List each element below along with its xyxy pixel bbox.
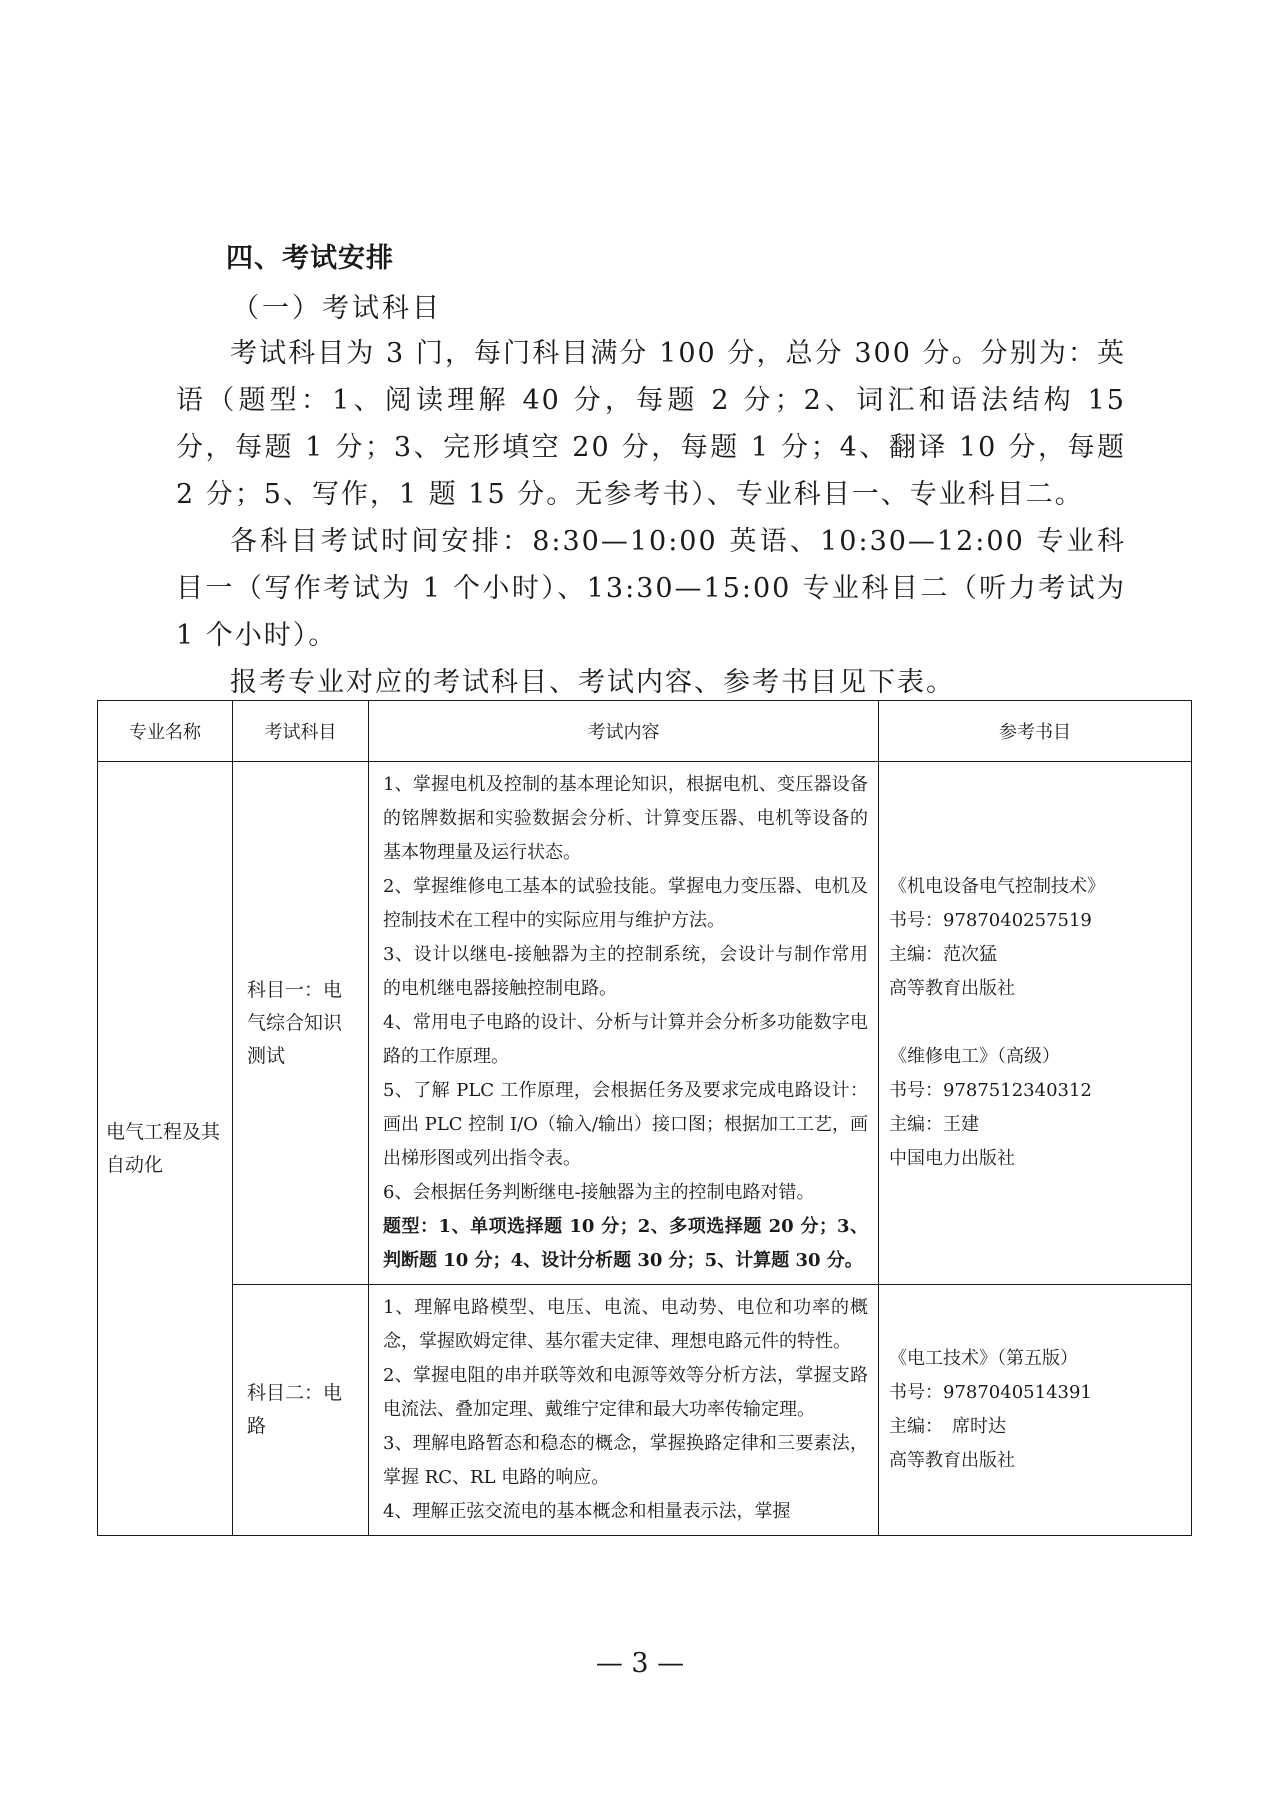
- book-isbn: 书号：9787040257519: [889, 910, 1092, 931]
- reference-book: [889, 870, 1181, 1006]
- book-title: 《维修电工》（高级）: [889, 1046, 1060, 1067]
- question-types: 题型：1、单项选择题 10 分；2、多项选择题 20 分；3、判断题 10 分；4、设计分析题 30 分；5、计算题 30 分。: [383, 1216, 868, 1271]
- content-item: 6、会根据任务判断继电-接触器为主的控制电路对错。: [383, 1182, 815, 1203]
- paragraph-table-intro: 报考专业对应的考试科目、考试内容、参考书目见下表。: [230, 667, 955, 698]
- book-spacer: [889, 1006, 1181, 1040]
- page-number: — 3 —: [595, 1648, 685, 1679]
- content-item: 4、理解正弦交流电的基本概念和相量表示法，掌握: [383, 1501, 791, 1522]
- book-isbn: 书号：9787512340312: [889, 1080, 1092, 1101]
- header-content: 考试内容: [369, 701, 879, 762]
- book-isbn: 书号：9787040514391: [889, 1382, 1092, 1403]
- content-item: 2、掌握电阻的串并联等效和电源等效等分析方法，掌握支路电流法、叠加定理、戴维宁定律和最大功率传输定理。: [383, 1365, 868, 1420]
- table-header-row: [98, 701, 1192, 762]
- subject-two-content: [369, 1285, 879, 1536]
- content-item: 3、理解电路暂态和稳态的概念，掌握换路定律和三要素法，掌握 RC、RL 电路的响应。: [383, 1433, 868, 1488]
- book-publisher: 中国电力出版社: [889, 1148, 1015, 1169]
- subsection-heading: （一）考试科目: [232, 293, 442, 324]
- book-editor: 主编： 席时达: [889, 1416, 1006, 1437]
- book-publisher: 高等教育出版社: [889, 978, 1015, 999]
- paragraph-schedule: 各科目考试时间安排：8:30—10:00 英语、10:30—12:00 专业科目一（写作考试为 1 个小时）、13:30—15:00 专业科目二（听力考试为 1 个小时）。: [176, 526, 1126, 651]
- content-item: 1、理解电路模型、电压、电流、电动势、电位和功率的概念，掌握欧姆定律、基尔霍夫定律、理想电路元件的特性。: [383, 1297, 868, 1352]
- reference-book: [889, 1342, 1181, 1478]
- book-editor: 主编：范次猛: [889, 944, 997, 965]
- header-subject: 考试科目: [233, 701, 369, 762]
- book-title: 《机电设备电气控制技术》: [889, 876, 1105, 897]
- subject-one-books: [879, 762, 1192, 1285]
- content-item: 1、掌握电机及控制的基本理论知识，根据电机、变压器设备的铭牌数据和实验数据会分析、计算变压器、电机等设备的基本物理量及运行状态。: [383, 774, 868, 863]
- body-paragraphs: [176, 330, 1126, 706]
- table-row: [98, 1285, 1192, 1536]
- book-title: 《电工技术》（第五版）: [889, 1348, 1078, 1369]
- reference-book: [889, 1040, 1181, 1176]
- subject-two: 科目二：电路: [233, 1285, 369, 1536]
- content-item: 2、掌握维修电工基本的试验技能。掌握电力变压器、电机及控制技术在工程中的实际应用与维护方法。: [383, 876, 868, 931]
- header-books: 参考书目: [879, 701, 1192, 762]
- book-editor: 主编：王建: [889, 1114, 979, 1135]
- section-heading: 四、考试安排: [226, 243, 394, 274]
- subject-one: 科目一：电气综合知识测试: [233, 762, 369, 1285]
- table-row: [98, 762, 1192, 1285]
- exam-subjects-table: [97, 700, 1192, 1536]
- subject-one-content: [369, 762, 879, 1285]
- book-publisher: 高等教育出版社: [889, 1450, 1015, 1471]
- subject-two-books: [879, 1285, 1192, 1536]
- content-item: 3、设计以继电-接触器为主的控制系统，会设计与制作常用的电机继电器接触控制电路。: [383, 944, 868, 999]
- header-major: 专业名称: [98, 701, 233, 762]
- content-item: 4、常用电子电路的设计、分析与计算并会分析多功能数字电路的工作原理。: [383, 1012, 868, 1067]
- content-item: 5、了解 PLC 工作原理，会根据任务及要求完成电路设计：画出 PLC 控制 I/O（输入/输出）接口图；根据加工工艺，画出梯形图或列出指令表。: [383, 1080, 868, 1169]
- major-name: 电气工程及其自动化: [98, 762, 233, 1536]
- paragraph-subjects: 考试科目为 3 门，每门科目满分 100 分，总分 300 分。分别为：英语（题型：1、阅读理解 40 分，每题 2 分；2、词汇和语法结构 15 分，每题 1 分；3、完形填空 20 分，每题 1 分；4、翻译 10 分，每题 2 分；5、写作，1 题 15 分。无参考书）、专业科目一、专业科目二。: [176, 338, 1126, 510]
